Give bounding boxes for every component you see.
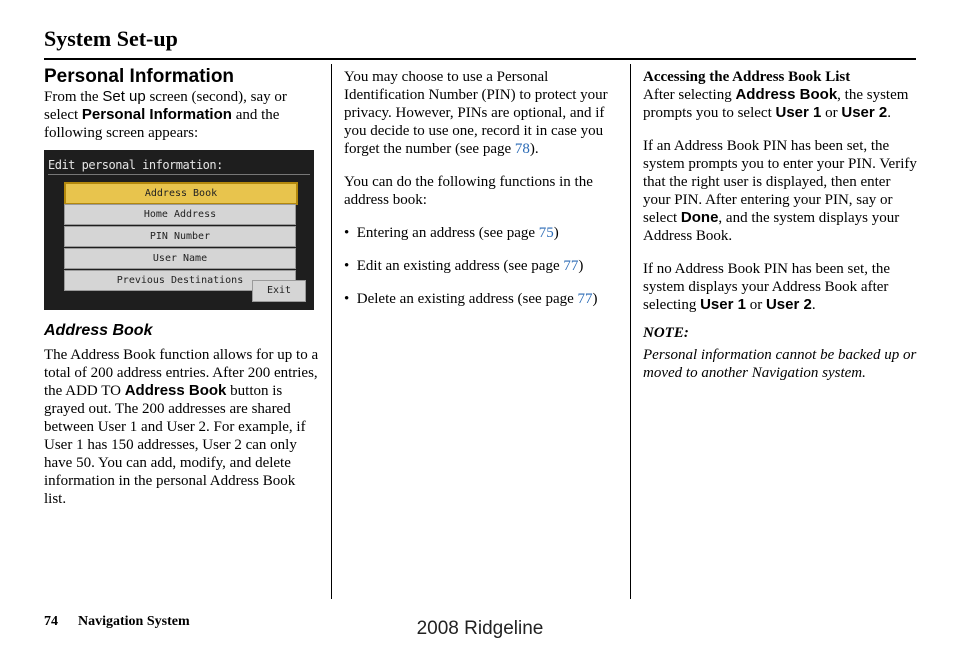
address-book-button[interactable]: Address Book xyxy=(64,182,298,205)
body-text: If no Address Book PIN has been set, the system displays your Address Book after selecting xyxy=(643,261,891,313)
body-text: ). xyxy=(529,141,539,157)
list-item-text: Delete an existing address (see page xyxy=(356,291,578,307)
body-text: You may choose to use a Personal Identification Number (PIN) to protect your privacy. However, PINs are optional, and if you decide to use one, record it in case you forget the number (see page xyxy=(344,69,608,157)
previous-destinations-button[interactable]: Previous Destinations xyxy=(64,270,296,291)
body-text: , and the system displays your Address Book. xyxy=(643,210,900,244)
pin-paragraph xyxy=(344,68,620,158)
list-item-text: Edit an existing address (see page xyxy=(356,258,564,274)
accessing-paragraph xyxy=(643,86,919,122)
body-text: . xyxy=(811,297,816,313)
list-item: • Delete an existing address (see page 77) xyxy=(344,291,598,307)
body-text: . xyxy=(887,105,891,121)
body-text: button is grayed out. The 200 addresses are shared between User 1 and User 2. For example, if User 1 has 150 addresses, User 2 can only have 50. You can add, modify, and delete information in the personal Address Book list. xyxy=(44,383,306,507)
sub-heading-address-book: Address Book xyxy=(44,322,153,339)
user-2-term: User 2 xyxy=(841,104,888,121)
list-item-text: Entering an address (see page xyxy=(356,225,539,241)
intro-paragraph xyxy=(44,88,320,142)
exit-button[interactable]: Exit xyxy=(252,280,306,302)
pin-number-button[interactable]: PIN Number xyxy=(64,226,296,247)
page-number: 74 xyxy=(44,614,58,629)
column-2 xyxy=(344,68,620,323)
list-item-text: ) xyxy=(578,258,584,274)
page-link[interactable]: 77 xyxy=(577,291,593,307)
address-book-term: Address Book xyxy=(124,382,227,399)
user-2-term: User 2 xyxy=(765,296,812,313)
column-divider xyxy=(630,64,631,599)
functions-paragraph: You can do the following functions in the address book: xyxy=(344,174,593,208)
sub-heading-accessing-address-book: Accessing the Address Book List xyxy=(643,69,851,85)
screen-divider xyxy=(48,174,310,175)
note-text: Personal information cannot be backed up or moved to another Navigation system. xyxy=(643,347,917,381)
user-1-term: User 1 xyxy=(700,296,746,313)
pin-set-paragraph xyxy=(643,137,919,245)
edit-personal-information-screen xyxy=(44,150,314,310)
body-text: The Address Book function allows for up to a total of 200 address entries. After 200 entries, the ADD TO xyxy=(44,347,319,399)
list-item-text: ) xyxy=(592,291,598,307)
user-1-term: User 1 xyxy=(775,104,822,121)
column-3 xyxy=(643,68,919,382)
body-text: If an Address Book PIN has been set, the system prompts you to enter your PIN. Verify that the right user is displayed, then enter your PIN. After entering your PIN, say or select xyxy=(643,138,917,226)
body-text: After selecting xyxy=(643,87,736,103)
column-1 xyxy=(44,68,320,523)
watermark: 2008 Ridgeline xyxy=(416,618,544,639)
section-heading-personal-information: Personal Information xyxy=(44,66,235,87)
page-link[interactable]: 77 xyxy=(563,258,579,274)
column-divider xyxy=(331,64,332,599)
intro-text: and the following screen appears: xyxy=(44,107,280,141)
personal-information-term: Personal Information xyxy=(81,106,232,123)
body-text: , the system prompts you to select xyxy=(643,87,909,121)
address-book-paragraph xyxy=(44,346,320,508)
body-text: or xyxy=(821,105,842,121)
header-divider xyxy=(44,58,916,60)
user-name-button[interactable]: User Name xyxy=(64,248,296,269)
list-item: • Entering an address (see page 75) xyxy=(344,225,559,241)
intro-text: From the xyxy=(44,89,103,105)
note-label: NOTE: xyxy=(643,325,689,341)
address-book-term: Address Book xyxy=(735,86,838,103)
home-address-button[interactable]: Home Address xyxy=(64,204,296,225)
body-text: or xyxy=(745,297,766,313)
done-term: Done xyxy=(680,209,719,226)
list-item-text: ) xyxy=(553,225,559,241)
screen-title: Edit personal information: xyxy=(48,158,223,172)
list-item: • Edit an existing address (see page 77) xyxy=(344,258,584,274)
page-link[interactable]: 78 xyxy=(514,141,530,157)
footer-section-title: Navigation System xyxy=(78,614,190,629)
setup-term: Set up xyxy=(102,88,146,105)
no-pin-paragraph xyxy=(643,260,919,314)
page-link[interactable]: 75 xyxy=(538,225,554,241)
intro-text: screen (second), say or select xyxy=(44,89,287,123)
page-title: System Set-up xyxy=(44,26,178,51)
